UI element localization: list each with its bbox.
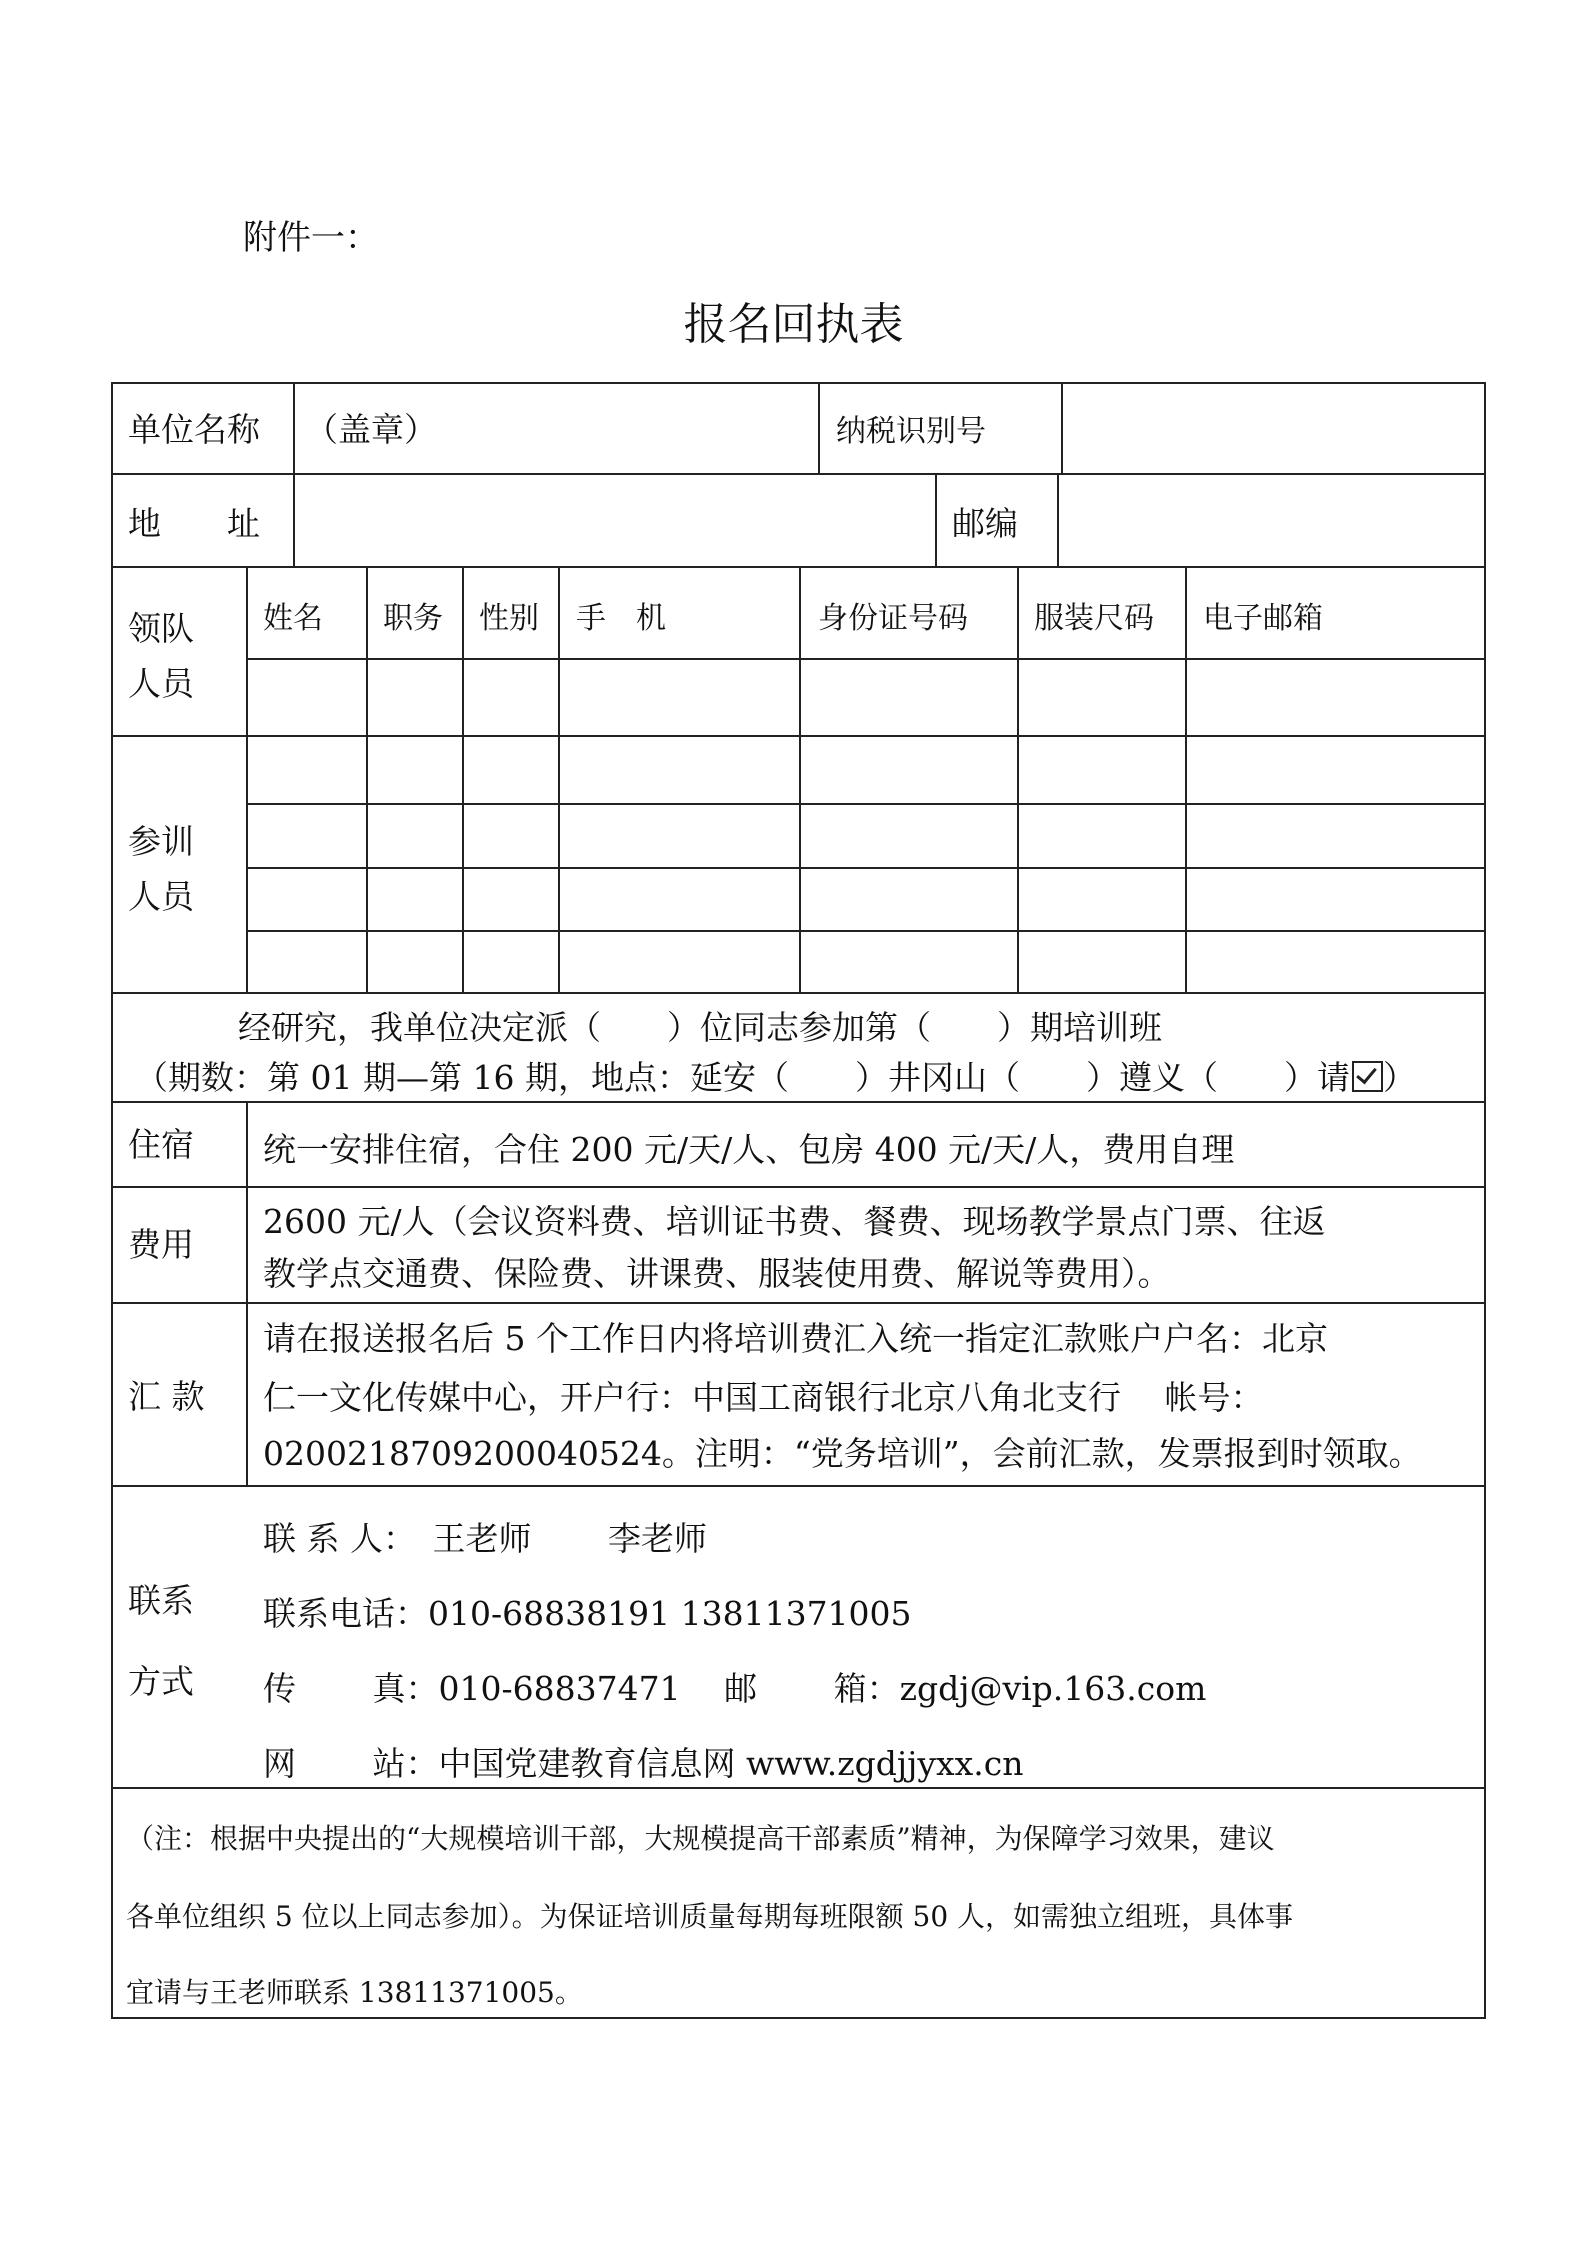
row-divider xyxy=(246,658,1486,660)
column-header-mobile: 手 机 xyxy=(576,601,666,636)
tax-id-label: 纳税识别号 xyxy=(836,414,986,449)
column-divider xyxy=(246,566,248,994)
table-border-left xyxy=(111,382,113,2019)
column-divider xyxy=(293,382,295,568)
column-divider xyxy=(366,566,368,994)
decision-line-2-text: （期数：第 01 期—第 16 期，地点：延安（ ）井冈山（ ）遵义（ ）请 xyxy=(135,1058,1350,1097)
attachment-label: 附件一： xyxy=(243,218,379,258)
column-divider xyxy=(1017,566,1019,994)
row-divider xyxy=(111,1787,1486,1789)
column-divider xyxy=(462,566,464,994)
remittance-line-2: 仁一文化传媒中心，开户行：中国工商银行北京八角北支行 帐号： xyxy=(263,1378,1264,1417)
fees-label: 费用 xyxy=(128,1225,194,1264)
seal-placeholder: （盖章） xyxy=(305,410,437,449)
leader-label xyxy=(128,609,194,648)
contact-phone: 联系电话：010-68838191 13811371005 xyxy=(263,1594,912,1633)
contact-fax-email: 传 真：010-68837471 邮 箱：zgdj@vip.163.com xyxy=(263,1669,1207,1708)
column-header-gender: 性别 xyxy=(479,601,539,636)
column-header-email: 电子邮箱 xyxy=(1203,601,1323,636)
remittance-line-1: 请在报送报名后 5 个工作日内将培训费汇入统一指定汇款账户户名：北京 xyxy=(263,1319,1328,1358)
unit-name-label: 单位名称 xyxy=(128,410,260,449)
note-line-2: 各单位组织 5 位以上同志参加）。为保证培训质量每期每班限额 50 人，如需独立组班，具体事 xyxy=(126,1900,1294,1933)
row-divider xyxy=(111,1485,1486,1487)
trainee-label-1: 参训 xyxy=(128,822,194,861)
decision-line-1: 经研究，我单位决定派（ ）位同志参加第（ ）期培训班 xyxy=(238,1008,1162,1047)
note-line-1: （注：根据中央提出的“大规模培训干部，大规模提高干部素质”精神，为保障学习效果，建议 xyxy=(126,1822,1275,1855)
contact-label-1: 联系 xyxy=(128,1581,194,1620)
row-divider xyxy=(111,1186,1486,1188)
decision-line-2-end: ） xyxy=(1382,1058,1416,1097)
trainee-label-2: 人员 xyxy=(128,877,194,916)
row-divider xyxy=(111,473,1486,475)
column-divider xyxy=(1057,473,1059,568)
row-divider xyxy=(111,1302,1486,1304)
column-divider xyxy=(1185,566,1187,994)
leader-label-line1: 领队 xyxy=(128,609,194,648)
leader-label-line2: 人员 xyxy=(128,664,194,703)
fees-line-2: 教学点交通费、保险费、讲课费、服装使用费、解说等费用）。 xyxy=(263,1254,1171,1293)
column-divider xyxy=(935,473,937,568)
postcode-label: 邮编 xyxy=(952,504,1018,543)
column-header-name: 姓名 xyxy=(263,601,323,636)
contact-label-2: 方式 xyxy=(128,1662,194,1701)
lodging-label: 住宿 xyxy=(128,1125,194,1164)
table-border-bottom xyxy=(111,2017,1486,2019)
column-divider xyxy=(818,382,820,475)
table-border-right xyxy=(1484,382,1486,2019)
note-line-3: 宜请与王老师联系 13811371005。 xyxy=(126,1976,583,2009)
column-header-clothing-size: 服装尺码 xyxy=(1034,601,1154,636)
contact-persons: 联 系 人： 王老师 李老师 xyxy=(263,1519,707,1558)
lodging-text: 统一安排住宿，合住 200 元/天/人、包房 400 元/天/人，费用自理 xyxy=(263,1130,1235,1169)
row-divider xyxy=(246,867,1486,869)
form-title: 报名回执表 xyxy=(683,299,904,350)
table-border-top xyxy=(111,382,1486,384)
column-divider xyxy=(1061,382,1063,475)
fees-line-1: 2600 元/人（会议资料费、培训证书费、餐费、现场教学景点门票、往返 xyxy=(263,1202,1326,1241)
remittance-label: 汇 款 xyxy=(128,1377,205,1416)
row-divider xyxy=(111,1101,1486,1103)
address-label: 地 址 xyxy=(128,504,260,543)
checkbox-checked-icon xyxy=(1352,1061,1383,1092)
row-divider xyxy=(246,803,1486,805)
remittance-line-3: 0200218709200040524。注明：“党务培训”，会前汇款，发票报到时领取。 xyxy=(263,1434,1422,1473)
row-divider xyxy=(246,930,1486,932)
column-header-id-number: 身份证号码 xyxy=(818,601,968,636)
column-divider xyxy=(558,566,560,994)
contact-website: 网 站：中国党建教育信息网 www.zgdjjyxx.cn xyxy=(263,1744,1024,1783)
column-header-position: 职务 xyxy=(383,601,443,636)
column-divider xyxy=(799,566,801,994)
leader-label-2 xyxy=(128,664,194,703)
column-divider xyxy=(246,1101,248,1487)
decision-line-2 xyxy=(135,1058,1416,1097)
